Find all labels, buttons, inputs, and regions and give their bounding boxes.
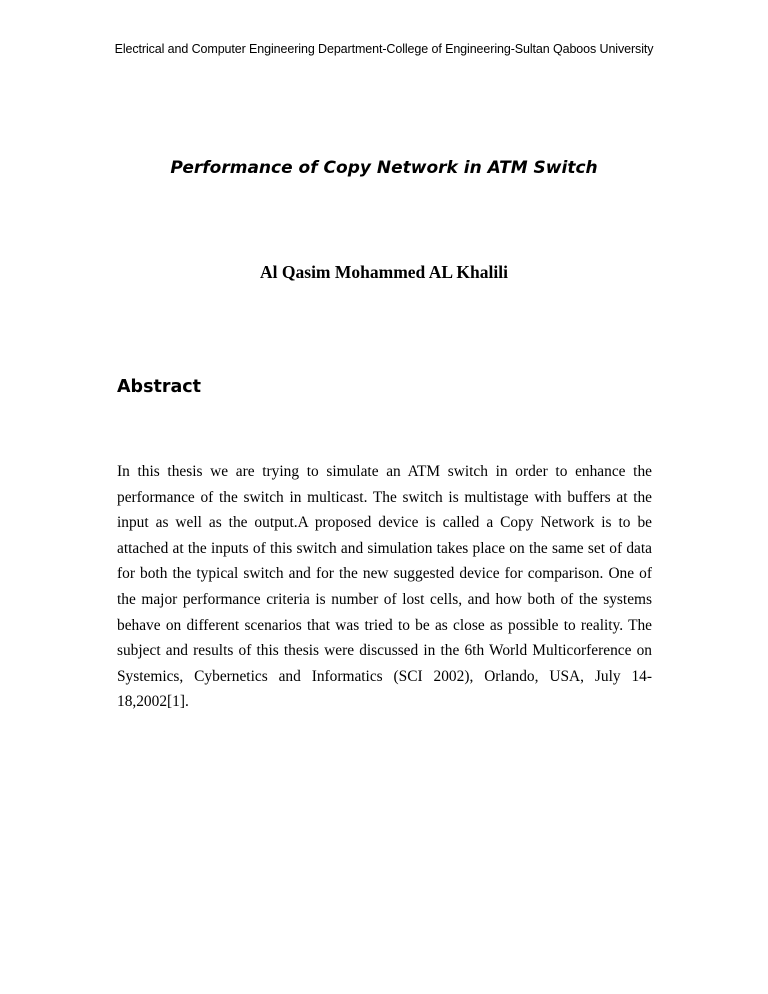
abstract-heading: Abstract — [117, 377, 202, 397]
document-title: Performance of Copy Network in ATM Switch — [170, 158, 598, 178]
author-name: Al Qasim Mohammed AL Khalili — [260, 262, 508, 282]
running-header: Electrical and Computer Engineering Department-College of Engineering-Sultan Qaboos University — [114, 42, 654, 56]
abstract-paragraph: In this thesis we are trying to simulate an ATM switch in order to enhance the performance of the switch in multicast. The switch is multistage with buffers at the input as well as the output.A proposed device is called a Copy Network is to be attached at the inputs of this switch and simulation takes place on the same set of data for both the typical switch and for the new suggested device for comparison. One of the major performance criteria is number of lost cells, and how both of the systems behave on different scenarios that was tried to be as close as possible to reality. The subject and results of this thesis were discussed in the 6th World Multicorference on Systemics, Cybernetics and Informatics (SCI 2002), Orlando, USA, July 14-18,2002[1]. — [117, 463, 652, 711]
